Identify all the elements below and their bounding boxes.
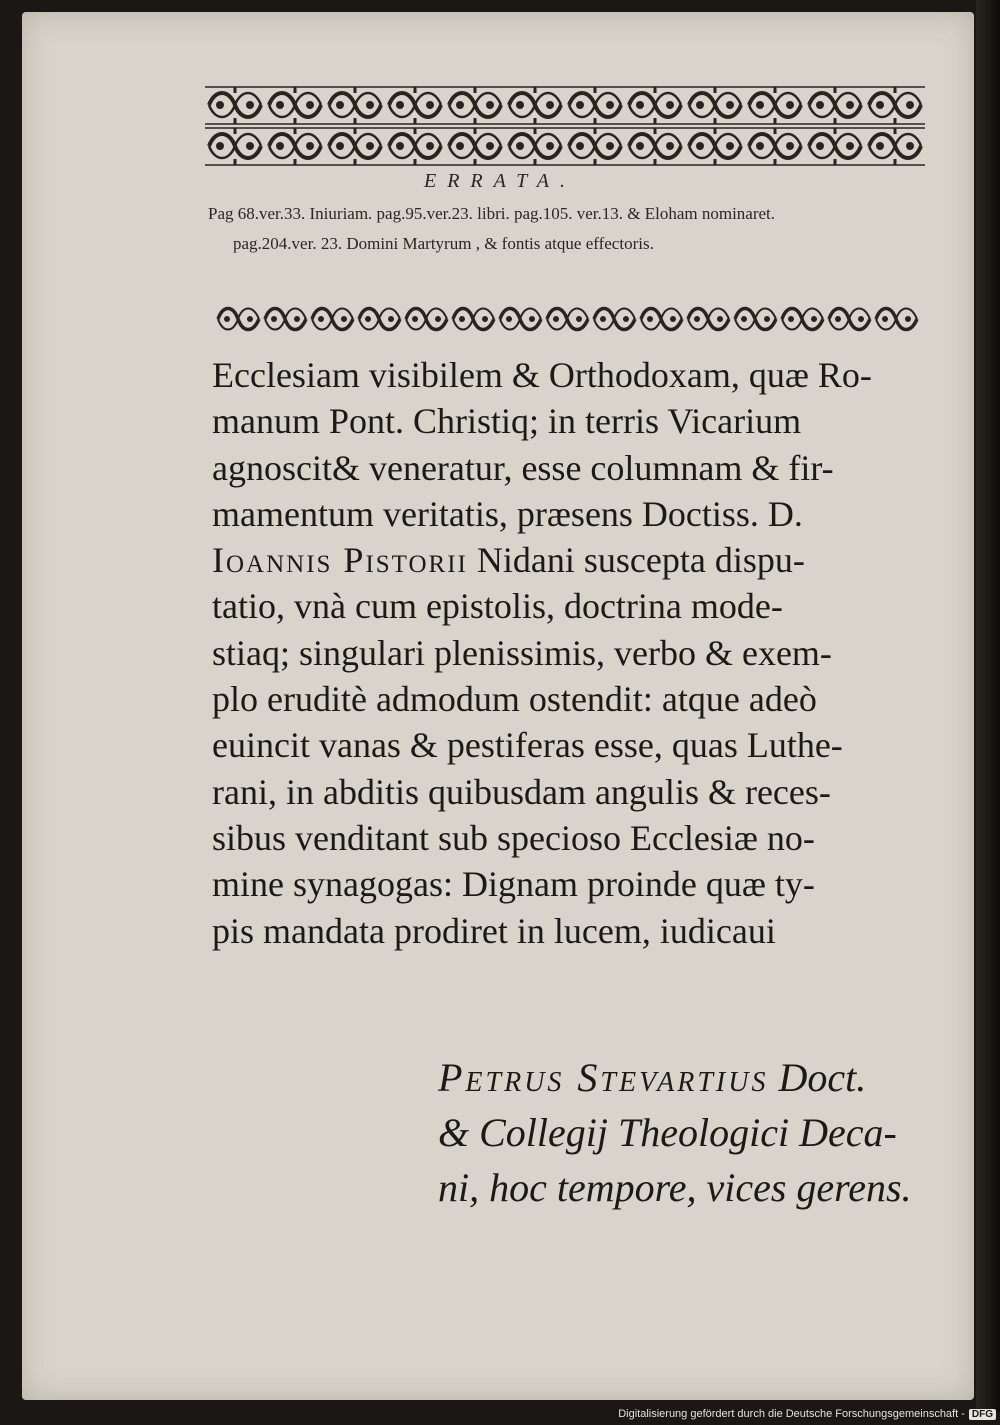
errata-line-1: Pag 68.ver.33. Iniuriam. pag.95.ver.23. libri. pag.105. ver.13. & Eloham nominaret.	[208, 204, 776, 223]
middle-ornament-band	[215, 300, 920, 338]
text-line	[212, 537, 932, 583]
dfg-logo: DFG	[969, 1409, 996, 1420]
signatory-name: Petrus Stevartius	[438, 1055, 769, 1100]
main-text	[212, 352, 932, 954]
errata-title: ERRATA.	[424, 170, 576, 192]
footer-text: Digitalisierung gefördert durch die Deutsche Forschungsgemeinschaft -	[618, 1408, 965, 1420]
signature-block	[438, 1050, 938, 1215]
text-fragment: Nidani suscepta dispu-	[467, 540, 805, 581]
text-line: euincit vanas & pestiferas esse, quas Luthe-	[212, 725, 843, 766]
text-line: plo eruditè admodum ostendit: atque adeò	[212, 679, 817, 720]
text-line: sibus venditant sub specioso Ecclesiæ no-	[212, 817, 815, 858]
book-edge	[976, 0, 1000, 1412]
signature-line: & Collegij Theologici Deca-	[438, 1110, 897, 1155]
text-line: manum Pont. Christiq; in terris Vicarium	[212, 401, 802, 442]
top-ornament-pattern	[205, 85, 925, 167]
text-line: agnoscit& veneratur, esse columnam & fir-	[212, 447, 834, 488]
errata-line-2: pag.204.ver. 23. Domini Martyrum , & fontis atque effectoris.	[233, 234, 654, 253]
text-line: mamentum veritatis, præsens Doctiss. D.	[212, 493, 803, 534]
text-line: tatio, vnà cum epistolis, doctrina mode-	[212, 586, 783, 627]
top-ornament-band	[205, 85, 925, 167]
signature-fragment: Doct.	[768, 1055, 867, 1100]
text-line: stiaq; singulari plenissimis, verbo & exem-	[212, 632, 832, 673]
text-line: pis mandata prodiret in lucem, iudicaui	[212, 910, 776, 951]
digitization-footer	[618, 1406, 996, 1422]
text-line: rani, in abditis quibusdam angulis & reces-	[212, 771, 831, 812]
signature-line: ni, hoc tempore, vices gerens.	[438, 1165, 912, 1210]
middle-ornament-pattern	[215, 300, 920, 338]
author-name: Ioannis Pistorii	[212, 540, 468, 581]
text-line: Ecclesiam visibilem & Orthodoxam, quæ Ro-	[212, 355, 872, 395]
signature-line	[438, 1050, 938, 1105]
text-line: mine synagogas: Dignam proinde quæ ty-	[212, 864, 815, 905]
